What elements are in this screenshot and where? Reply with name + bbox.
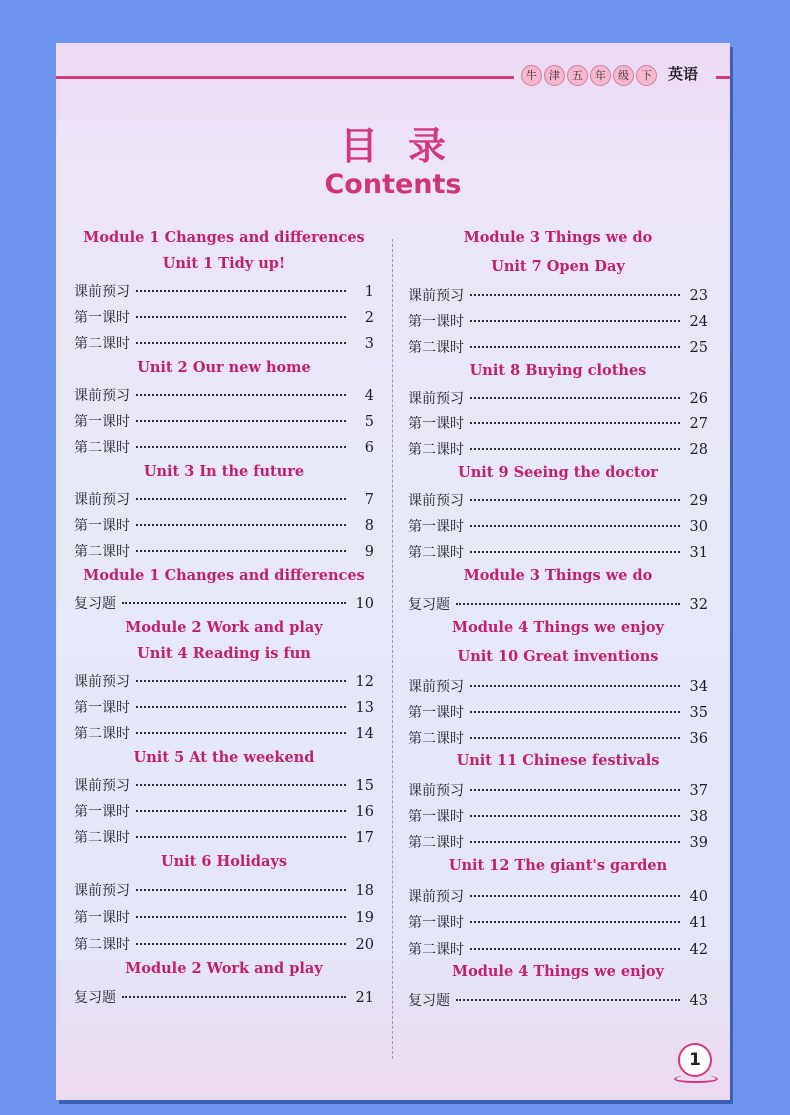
toc-entry-label: 第二课时 — [408, 545, 464, 561]
toc-entry-page: 43 — [689, 993, 708, 1009]
toc-entry[interactable] — [408, 337, 708, 357]
toc-entry-page: 27 — [689, 416, 708, 432]
toc-heading: Module 1 Changes and differences — [83, 567, 365, 584]
toc-entry-label: 第二课时 — [408, 835, 464, 851]
dot-leader — [122, 996, 346, 998]
toc-entry[interactable] — [408, 439, 708, 459]
toc-entry[interactable] — [74, 385, 374, 405]
series-badges — [521, 65, 657, 86]
toc-entry-page: 6 — [364, 440, 374, 456]
toc-heading: Unit 3 In the future — [143, 463, 305, 480]
dot-leader — [136, 342, 346, 344]
toc-entry[interactable] — [408, 490, 708, 510]
toc-entry-label: 复习题 — [74, 596, 116, 612]
toc-entry-label: 第一课时 — [408, 519, 464, 535]
toc-entry-label: 课前预习 — [74, 674, 130, 690]
dot-leader — [470, 685, 680, 687]
dot-leader — [136, 394, 346, 396]
toc-entry-page: 4 — [364, 388, 374, 404]
toc-heading: Unit 12 The giant's garden — [448, 857, 668, 874]
toc-entry[interactable] — [74, 697, 374, 717]
toc-entry[interactable] — [408, 728, 708, 748]
dot-leader — [470, 499, 680, 501]
toc-entry-page: 38 — [689, 809, 708, 825]
toc-entry[interactable] — [408, 806, 708, 826]
dot-leader — [470, 448, 680, 450]
toc-heading: Module 4 Things we enjoy — [452, 619, 664, 636]
dot-leader — [470, 525, 680, 527]
dot-leader — [470, 921, 680, 923]
toc-entry[interactable] — [74, 515, 374, 535]
dot-leader — [136, 889, 346, 891]
dot-leader — [122, 602, 346, 604]
dot-leader — [470, 422, 680, 424]
dot-leader — [470, 294, 680, 296]
toc-entry[interactable] — [408, 990, 708, 1010]
toc-entry[interactable] — [408, 311, 708, 331]
toc-entry-page: 39 — [689, 835, 708, 851]
toc-entry-label: 第一课时 — [74, 310, 130, 326]
toc-entry[interactable] — [74, 593, 374, 613]
toc-entry-label: 第一课时 — [74, 518, 130, 534]
toc-entry-label: 第一课时 — [408, 809, 464, 825]
toc-entry-page: 41 — [689, 915, 708, 931]
toc-entry-page: 16 — [355, 804, 374, 820]
dot-leader — [470, 737, 680, 739]
series-badge: 五 — [567, 65, 588, 86]
toc-entry-page: 37 — [689, 783, 708, 799]
dot-leader — [136, 498, 346, 500]
series-badge: 下 — [636, 65, 657, 86]
toc-heading: Module 4 Things we enjoy — [452, 963, 664, 980]
toc-entry-page: 21 — [355, 990, 374, 1006]
toc-heading: Unit 2 Our new home — [137, 359, 311, 376]
toc-entry[interactable] — [408, 912, 708, 932]
dot-leader — [470, 789, 680, 791]
toc-entry-page: 20 — [355, 937, 374, 953]
toc-entry[interactable] — [408, 939, 708, 959]
toc-entry-page: 8 — [364, 518, 374, 534]
page-number: 1 — [678, 1043, 712, 1077]
toc-heading: Module 3 Things we do — [463, 567, 653, 584]
toc-entry[interactable] — [408, 388, 708, 408]
subject-label: 英语 — [668, 65, 699, 83]
dot-leader — [136, 550, 346, 552]
toc-entry-label: 复习题 — [408, 597, 450, 613]
toc-entry-page: 1 — [364, 284, 374, 300]
toc-entry-label: 第二课时 — [408, 942, 464, 958]
toc-entry-page: 13 — [355, 700, 374, 716]
toc-entry-label: 第二课时 — [74, 336, 130, 352]
dot-leader — [470, 841, 680, 843]
dot-leader — [456, 603, 680, 605]
toc-entry[interactable] — [74, 723, 374, 743]
toc-entry[interactable] — [74, 827, 374, 847]
toc-entry-page: 31 — [689, 545, 708, 561]
toc-entry-label: 课前预习 — [408, 493, 464, 509]
toc-entry-page: 42 — [689, 942, 708, 958]
toc-heading: Unit 7 Open Day — [491, 258, 625, 275]
toc-entry[interactable] — [408, 886, 708, 906]
toc-heading: Unit 5 At the weekend — [133, 749, 315, 766]
dot-leader — [136, 836, 346, 838]
toc-entry-page: 12 — [355, 674, 374, 690]
dot-leader — [136, 420, 346, 422]
dot-leader — [136, 732, 346, 734]
toc-entry-page: 35 — [689, 705, 708, 721]
toc-entry[interactable] — [408, 702, 708, 722]
toc-heading: Unit 9 Seeing the doctor — [458, 464, 658, 481]
toc-entry-label: 课前预习 — [408, 679, 464, 695]
dot-leader — [470, 815, 680, 817]
toc-entry-page: 24 — [689, 314, 708, 330]
toc-heading: Unit 10 Great inventions — [457, 648, 659, 665]
toc-entry-label: 第一课时 — [74, 414, 130, 430]
header-rule-end — [716, 76, 730, 79]
toc-entry-page: 2 — [364, 310, 374, 326]
toc-entry-page: 15 — [355, 778, 374, 794]
series-badge: 牛 — [521, 65, 542, 86]
toc-entry[interactable] — [74, 333, 374, 353]
series-badge: 年 — [590, 65, 611, 86]
dot-leader — [470, 948, 680, 950]
toc-entry[interactable] — [408, 780, 708, 800]
series-badge: 津 — [544, 65, 565, 86]
toc-entry[interactable] — [408, 542, 708, 562]
toc-entry-label: 第二课时 — [408, 340, 464, 356]
toc-entry-label: 第二课时 — [74, 937, 130, 953]
toc-entry-page: 7 — [364, 492, 374, 508]
dot-leader — [456, 999, 680, 1001]
toc-entry[interactable] — [74, 411, 374, 431]
dot-leader — [470, 346, 680, 348]
dot-leader — [136, 706, 346, 708]
dot-leader — [470, 397, 680, 399]
toc-entry-label: 第一课时 — [408, 314, 464, 330]
toc-entry-label: 课前预习 — [408, 783, 464, 799]
dot-leader — [470, 551, 680, 553]
toc-entry-page: 9 — [364, 544, 374, 560]
toc-entry-page: 3 — [364, 336, 374, 352]
toc-entry-label: 第二课时 — [408, 442, 464, 458]
toc-heading: Unit 1 Tidy up! — [162, 255, 286, 272]
toc-heading: Unit 6 Holidays — [160, 853, 288, 870]
toc-heading: Unit 4 Reading is fun — [137, 645, 311, 662]
toc-entry-label: 第一课时 — [408, 915, 464, 931]
toc-entry[interactable] — [74, 907, 374, 927]
dot-leader — [470, 711, 680, 713]
column-divider — [392, 239, 393, 1059]
toc-entry[interactable] — [74, 987, 374, 1007]
toc-heading: Unit 11 Chinese festivals — [456, 752, 660, 769]
toc-entry[interactable] — [74, 307, 374, 327]
toc-entry-page: 30 — [689, 519, 708, 535]
toc-entry[interactable] — [408, 832, 708, 852]
page-title-cn: 目录 — [339, 124, 476, 168]
page-number-base — [674, 1075, 718, 1083]
toc-entry-label: 课前预习 — [408, 288, 464, 304]
toc-entry-label: 第二课时 — [74, 726, 130, 742]
toc-entry[interactable] — [408, 676, 708, 696]
toc-entry-label: 课前预习 — [74, 492, 130, 508]
toc-entry[interactable] — [74, 489, 374, 509]
dot-leader — [136, 446, 346, 448]
toc-entry[interactable] — [74, 281, 374, 301]
toc-entry[interactable] — [74, 541, 374, 561]
toc-entry-label: 第一课时 — [408, 416, 464, 432]
toc-entry[interactable] — [408, 285, 708, 305]
dot-leader — [136, 524, 346, 526]
toc-heading: Module 3 Things we do — [463, 229, 653, 246]
toc-entry-label: 课前预习 — [74, 778, 130, 794]
toc-entry[interactable] — [74, 775, 374, 795]
toc-entry-label: 课前预习 — [74, 284, 130, 300]
toc-entry-page: 17 — [355, 830, 374, 846]
toc-entry[interactable] — [74, 801, 374, 821]
toc-entry-page: 29 — [689, 493, 708, 509]
toc-entry-page: 19 — [355, 910, 374, 926]
toc-entry-label: 第一课时 — [74, 804, 130, 820]
toc-entry-label: 第一课时 — [408, 705, 464, 721]
toc-heading: Module 1 Changes and differences — [83, 229, 365, 246]
toc-entry-label: 课前预习 — [74, 883, 130, 899]
toc-entry[interactable] — [408, 413, 708, 433]
toc-entry-page: 23 — [689, 288, 708, 304]
toc-entry-page: 28 — [689, 442, 708, 458]
toc-entry[interactable] — [74, 671, 374, 691]
toc-entry-label: 第一课时 — [74, 700, 130, 716]
toc-entry-label: 复习题 — [408, 993, 450, 1009]
toc-entry-label: 复习题 — [74, 990, 116, 1006]
toc-entry[interactable] — [74, 934, 374, 954]
toc-entry-page: 18 — [355, 883, 374, 899]
page-title-en: Contents — [324, 169, 462, 200]
dot-leader — [136, 810, 346, 812]
dot-leader — [136, 943, 346, 945]
toc-entry-label: 课前预习 — [408, 391, 464, 407]
toc-entry-page: 14 — [355, 726, 374, 742]
toc-entry-label: 第二课时 — [74, 830, 130, 846]
toc-entry-label: 第二课时 — [74, 440, 130, 456]
toc-entry-page: 40 — [689, 889, 708, 905]
toc-entry[interactable] — [74, 437, 374, 457]
dot-leader — [470, 895, 680, 897]
toc-entry-page: 34 — [689, 679, 708, 695]
dot-leader — [136, 680, 346, 682]
toc-heading: Module 2 Work and play — [125, 619, 323, 636]
toc-entry[interactable] — [74, 880, 374, 900]
dot-leader — [136, 916, 346, 918]
dot-leader — [136, 290, 346, 292]
dot-leader — [136, 316, 346, 318]
toc-entry-label: 课前预习 — [408, 889, 464, 905]
series-badge: 级 — [613, 65, 634, 86]
toc-entry[interactable] — [408, 516, 708, 536]
toc-entry-page: 25 — [689, 340, 708, 356]
header-rule — [56, 76, 514, 79]
toc-entry-page: 36 — [689, 731, 708, 747]
toc-entry-label: 第一课时 — [74, 910, 130, 926]
dot-leader — [136, 784, 346, 786]
dot-leader — [470, 320, 680, 322]
toc-entry-page: 5 — [364, 414, 374, 430]
toc-entry[interactable] — [408, 594, 708, 614]
toc-entry-page: 26 — [689, 391, 708, 407]
book-page — [56, 43, 730, 1100]
toc-entry-page: 10 — [355, 596, 374, 612]
toc-entry-page: 32 — [689, 597, 708, 613]
toc-entry-label: 第二课时 — [408, 731, 464, 747]
toc-heading: Unit 8 Buying clothes — [469, 362, 647, 379]
toc-entry-label: 课前预习 — [74, 388, 130, 404]
toc-entry-label: 第二课时 — [74, 544, 130, 560]
toc-heading: Module 2 Work and play — [125, 960, 323, 977]
